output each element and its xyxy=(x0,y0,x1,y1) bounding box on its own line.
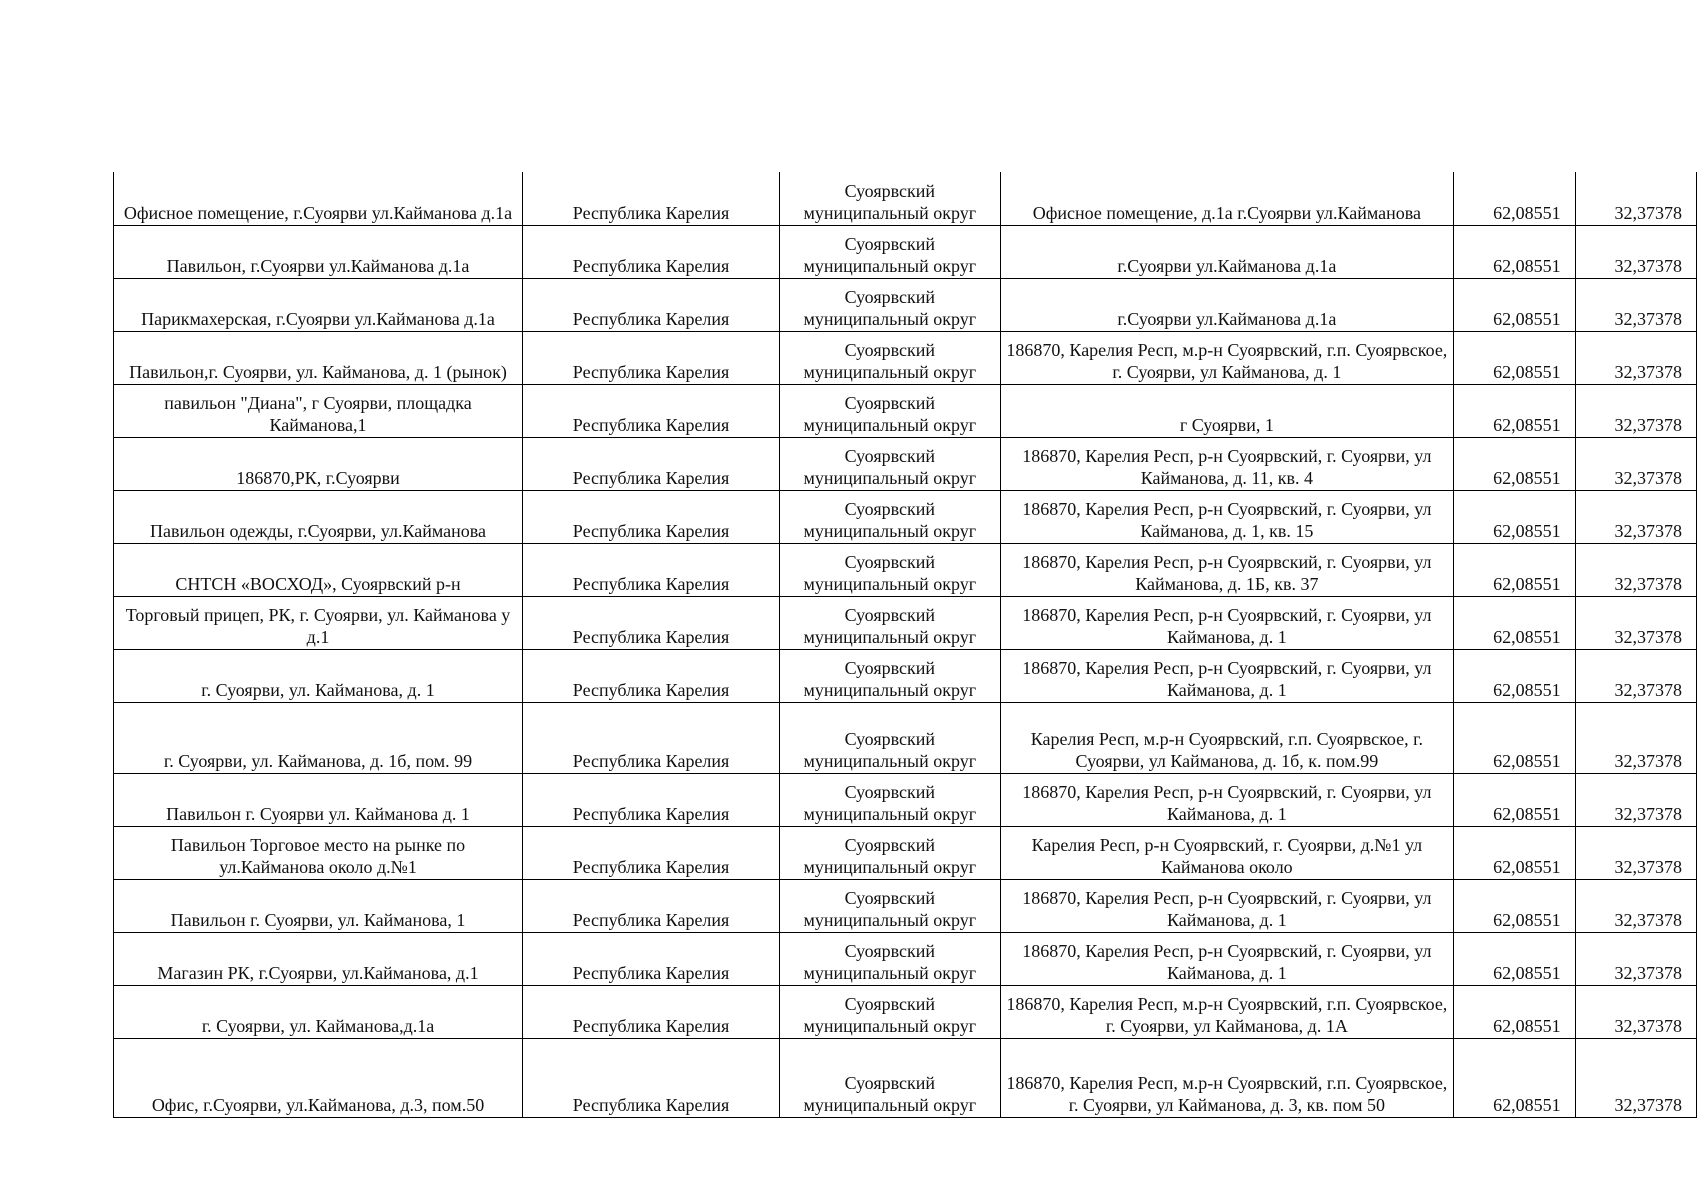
address-cell: 186870, Карелия Респ, р-н Суоярвский, г. Суоярви, ул Кайманова, д. 1 xyxy=(1000,879,1454,932)
table-row xyxy=(114,543,1697,596)
address-cell: 186870, Карелия Респ, р-н Суоярвский, г. Суоярви, ул Кайманова, д. 1 xyxy=(1000,932,1454,985)
region-cell: Республика Карелия xyxy=(523,331,780,384)
table-row xyxy=(114,773,1697,826)
latitude-cell: 62,08551 xyxy=(1454,596,1575,649)
longitude-cell: 32,37378 xyxy=(1575,1038,1696,1117)
longitude-cell: 32,37378 xyxy=(1575,437,1696,490)
table-row xyxy=(114,278,1697,331)
table-row xyxy=(114,225,1697,278)
latitude-cell: 62,08551 xyxy=(1454,773,1575,826)
address-cell: Карелия Респ, м.р-н Суоярвский, г.п. Суоярвское, г. Суоярви, ул Кайманова, д. 1б, к. пом.99 xyxy=(1000,702,1454,773)
address-cell: 186870, Карелия Респ, р-н Суоярвский, г. Суоярви, ул Кайманова, д. 1 xyxy=(1000,773,1454,826)
object-name-cell: Павильон Торговое место на рынке по ул.Кайманова около д.№1 xyxy=(114,826,523,879)
latitude-cell: 62,08551 xyxy=(1454,437,1575,490)
region-cell: Республика Карелия xyxy=(523,596,780,649)
region-cell: Республика Карелия xyxy=(523,543,780,596)
district-cell: Суоярвский муниципальный округ xyxy=(780,172,1000,225)
table-row xyxy=(114,702,1697,773)
region-cell: Республика Карелия xyxy=(523,384,780,437)
object-name-cell: г. Суоярви, ул. Кайманова,д.1а xyxy=(114,985,523,1038)
latitude-cell: 62,08551 xyxy=(1454,278,1575,331)
district-cell: Суоярвский муниципальный округ xyxy=(780,384,1000,437)
region-cell: Республика Карелия xyxy=(523,826,780,879)
district-cell: Суоярвский муниципальный округ xyxy=(780,278,1000,331)
longitude-cell: 32,37378 xyxy=(1575,879,1696,932)
region-cell: Республика Карелия xyxy=(523,702,780,773)
latitude-cell: 62,08551 xyxy=(1454,879,1575,932)
district-cell: Суоярвский муниципальный округ xyxy=(780,225,1000,278)
object-name-cell: г. Суоярви, ул. Кайманова, д. 1б, пом. 99 xyxy=(114,702,523,773)
object-name-cell: СНТСН «ВОСХОД», Суоярвский р-н xyxy=(114,543,523,596)
latitude-cell: 62,08551 xyxy=(1454,826,1575,879)
district-cell: Суоярвский муниципальный округ xyxy=(780,702,1000,773)
district-cell: Суоярвский муниципальный округ xyxy=(780,649,1000,702)
address-cell: 186870, Карелия Респ, р-н Суоярвский, г. Суоярви, ул Кайманова, д. 1Б, кв. 37 xyxy=(1000,543,1454,596)
latitude-cell: 62,08551 xyxy=(1454,649,1575,702)
table-row xyxy=(114,331,1697,384)
object-name-cell: Офисное помещение, г.Суоярви ул.Кайманова д.1а xyxy=(114,172,523,225)
latitude-cell: 62,08551 xyxy=(1454,331,1575,384)
longitude-cell: 32,37378 xyxy=(1575,225,1696,278)
latitude-cell: 62,08551 xyxy=(1454,225,1575,278)
table-row xyxy=(114,826,1697,879)
table-row xyxy=(114,985,1697,1038)
address-cell: 186870, Карелия Респ, м.р-н Суоярвский, г.п. Суоярвское, г. Суоярви, ул Кайманова, д. 3, кв. пом 50 xyxy=(1000,1038,1454,1117)
latitude-cell: 62,08551 xyxy=(1454,1038,1575,1117)
region-cell: Республика Карелия xyxy=(523,879,780,932)
object-name-cell: павильон "Диана", г Суоярви, площадка Кайманова,1 xyxy=(114,384,523,437)
address-cell: г.Суоярви ул.Кайманова д.1а xyxy=(1000,278,1454,331)
latitude-cell: 62,08551 xyxy=(1454,384,1575,437)
longitude-cell: 32,37378 xyxy=(1575,702,1696,773)
address-cell: 186870, Карелия Респ, м.р-н Суоярвский, г.п. Суоярвское, г. Суоярви, ул Кайманова, д. 1 xyxy=(1000,331,1454,384)
district-cell: Суоярвский муниципальный округ xyxy=(780,437,1000,490)
longitude-cell: 32,37378 xyxy=(1575,172,1696,225)
table-row xyxy=(114,932,1697,985)
address-cell: 186870, Карелия Респ, р-н Суоярвский, г. Суоярви, ул Кайманова, д. 11, кв. 4 xyxy=(1000,437,1454,490)
table-row xyxy=(114,596,1697,649)
latitude-cell: 62,08551 xyxy=(1454,543,1575,596)
region-cell: Республика Карелия xyxy=(523,649,780,702)
longitude-cell: 32,37378 xyxy=(1575,490,1696,543)
district-cell: Суоярвский муниципальный округ xyxy=(780,331,1000,384)
region-cell: Республика Карелия xyxy=(523,437,780,490)
longitude-cell: 32,37378 xyxy=(1575,932,1696,985)
region-cell: Республика Карелия xyxy=(523,985,780,1038)
district-cell: Суоярвский муниципальный округ xyxy=(780,879,1000,932)
address-cell: 186870, Карелия Респ, р-н Суоярвский, г. Суоярви, ул Кайманова, д. 1, кв. 15 xyxy=(1000,490,1454,543)
table-row xyxy=(114,879,1697,932)
object-name-cell: Торговый прицеп, РК, г. Суоярви, ул. Кайманова у д.1 xyxy=(114,596,523,649)
table-row xyxy=(114,1038,1697,1117)
district-cell: Суоярвский муниципальный округ xyxy=(780,985,1000,1038)
region-cell: Республика Карелия xyxy=(523,1038,780,1117)
region-cell: Республика Карелия xyxy=(523,773,780,826)
object-name-cell: г. Суоярви, ул. Кайманова, д. 1 xyxy=(114,649,523,702)
object-name-cell: Парикмахерская, г.Суоярви ул.Кайманова д.1а xyxy=(114,278,523,331)
latitude-cell: 62,08551 xyxy=(1454,702,1575,773)
address-cell: г.Суоярви ул.Кайманова д.1а xyxy=(1000,225,1454,278)
address-cell: 186870, Карелия Респ, р-н Суоярвский, г. Суоярви, ул Кайманова, д. 1 xyxy=(1000,596,1454,649)
longitude-cell: 32,37378 xyxy=(1575,596,1696,649)
longitude-cell: 32,37378 xyxy=(1575,543,1696,596)
region-cell: Республика Карелия xyxy=(523,278,780,331)
address-cell: г Суоярви, 1 xyxy=(1000,384,1454,437)
longitude-cell: 32,37378 xyxy=(1575,985,1696,1038)
table-row xyxy=(114,490,1697,543)
region-cell: Республика Карелия xyxy=(523,172,780,225)
latitude-cell: 62,08551 xyxy=(1454,985,1575,1038)
latitude-cell: 62,08551 xyxy=(1454,172,1575,225)
longitude-cell: 32,37378 xyxy=(1575,331,1696,384)
table-row xyxy=(114,649,1697,702)
table-row xyxy=(114,384,1697,437)
object-name-cell: 186870,РК, г.Суоярви xyxy=(114,437,523,490)
object-name-cell: Павильон одежды, г.Суоярви, ул.Кайманова xyxy=(114,490,523,543)
object-name-cell: Павильон, г.Суоярви ул.Кайманова д.1а xyxy=(114,225,523,278)
address-cell: 186870, Карелия Респ, м.р-н Суоярвский, г.п. Суоярвское, г. Суоярви, ул Кайманова, д. 1А xyxy=(1000,985,1454,1038)
table-row xyxy=(114,437,1697,490)
latitude-cell: 62,08551 xyxy=(1454,490,1575,543)
district-cell: Суоярвский муниципальный округ xyxy=(780,543,1000,596)
longitude-cell: 32,37378 xyxy=(1575,773,1696,826)
object-name-cell: Магазин РК, г.Суоярви, ул.Кайманова, д.1 xyxy=(114,932,523,985)
district-cell: Суоярвский муниципальный округ xyxy=(780,932,1000,985)
data-table xyxy=(113,172,1697,1118)
district-cell: Суоярвский муниципальный округ xyxy=(780,826,1000,879)
object-name-cell: Павильон,г. Суоярви, ул. Кайманова, д. 1 (рынок) xyxy=(114,331,523,384)
region-cell: Республика Карелия xyxy=(523,490,780,543)
object-name-cell: Павильон г. Суоярви ул. Кайманова д. 1 xyxy=(114,773,523,826)
district-cell: Суоярвский муниципальный округ xyxy=(780,1038,1000,1117)
latitude-cell: 62,08551 xyxy=(1454,932,1575,985)
district-cell: Суоярвский муниципальный округ xyxy=(780,596,1000,649)
table-row xyxy=(114,172,1697,225)
address-cell: Карелия Респ, р-н Суоярвский, г. Суоярви, д.№1 ул Кайманова около xyxy=(1000,826,1454,879)
address-cell: Офисное помещение, д.1а г.Суоярви ул.Кайманова xyxy=(1000,172,1454,225)
region-cell: Республика Карелия xyxy=(523,932,780,985)
longitude-cell: 32,37378 xyxy=(1575,649,1696,702)
longitude-cell: 32,37378 xyxy=(1575,826,1696,879)
longitude-cell: 32,37378 xyxy=(1575,384,1696,437)
address-cell: 186870, Карелия Респ, р-н Суоярвский, г. Суоярви, ул Кайманова, д. 1 xyxy=(1000,649,1454,702)
object-name-cell: Павильон г. Суоярви, ул. Кайманова, 1 xyxy=(114,879,523,932)
object-name-cell: Офис, г.Суоярви, ул.Кайманова, д.3, пом.50 xyxy=(114,1038,523,1117)
region-cell: Республика Карелия xyxy=(523,225,780,278)
longitude-cell: 32,37378 xyxy=(1575,278,1696,331)
district-cell: Суоярвский муниципальный округ xyxy=(780,490,1000,543)
district-cell: Суоярвский муниципальный округ xyxy=(780,773,1000,826)
